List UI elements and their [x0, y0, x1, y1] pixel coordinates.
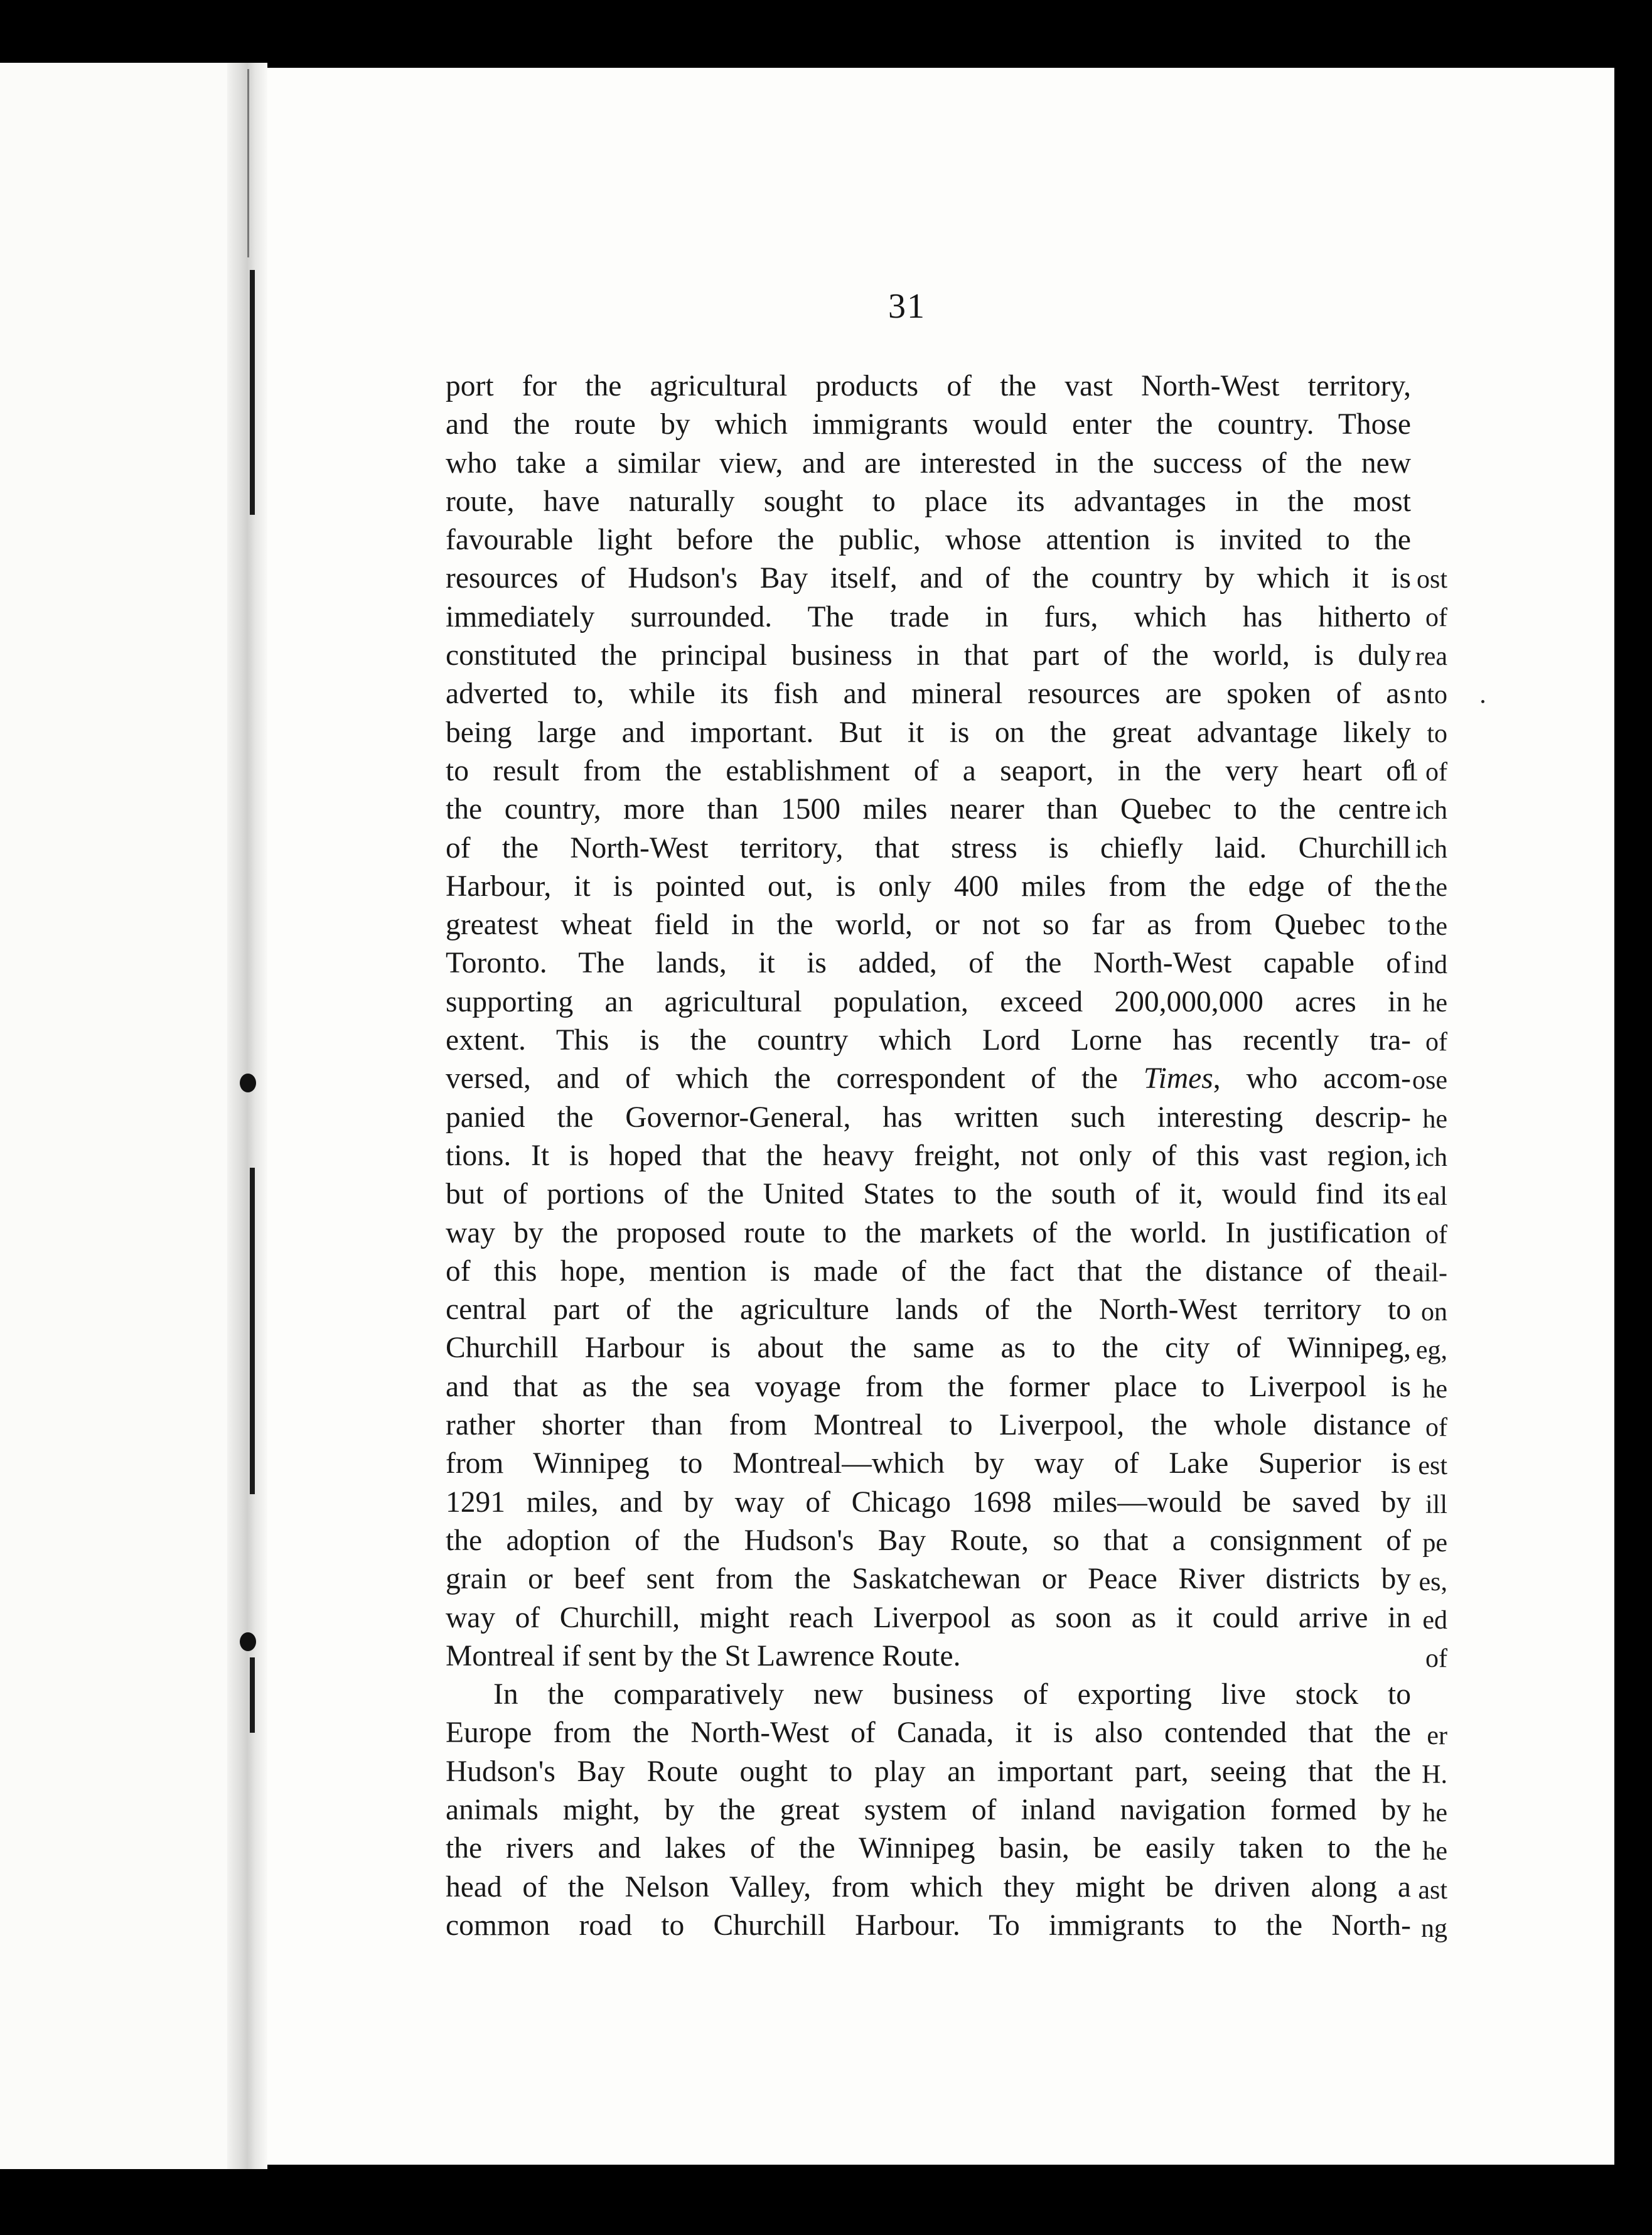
- left-page-fragment: es,: [1419, 1567, 1447, 1597]
- left-page-fragment: of: [1425, 1027, 1447, 1057]
- left-page-fragment: ich: [1415, 834, 1447, 864]
- left-page-fragment: the: [1415, 912, 1447, 941]
- left-page-fragment: ed: [1422, 1605, 1447, 1635]
- left-page-fragment: ind: [1413, 951, 1447, 980]
- text-line: immediately surrounded. The trade in furs, which has hitherto: [446, 600, 1411, 633]
- gutter-binding-line: [250, 1657, 255, 1733]
- left-page-fragment: he: [1422, 1104, 1447, 1134]
- left-page-fragment: the: [1415, 873, 1447, 903]
- text-line: Europe from the North-West of Canada, it is also contended that the: [446, 1716, 1411, 1750]
- left-page-fragment: [1406, 1679, 1448, 1717]
- left-page-fragment: ast: [1418, 1875, 1447, 1905]
- left-page-fragment: rea: [1415, 642, 1447, 671]
- left-page-fragment: he: [1422, 1837, 1447, 1866]
- book-gutter: [227, 63, 267, 2169]
- text-line: adverted to, while its fish and mineral resources are spoken of as: [446, 677, 1411, 711]
- text-line: from Winnipeg to Montreal—which by way of Lake Superior is: [446, 1447, 1411, 1480]
- text-line: resources of Hudson's Bay itself, and of the country by which it is: [446, 562, 1411, 595]
- text-line: extent. This is the country which Lord Lorne has recently tra-: [446, 1024, 1411, 1057]
- text-line: supporting an agricultural population, exceed 200,000,000 acres in: [446, 985, 1411, 1018]
- text-line: versed, and of which the correspondent of the Times, who accom-: [446, 1062, 1411, 1096]
- text-line: Hudson's Bay Route ought to play an important part, seeing that the: [446, 1755, 1411, 1788]
- left-page-fragment: ich: [1415, 1143, 1447, 1173]
- left-page-fragment: pe: [1422, 1529, 1447, 1558]
- text-line: grain or beef sent from the Saskatchewan or Peace River districts by: [446, 1563, 1411, 1596]
- text-line: who take a similar view, and are interested in the success of the new: [446, 446, 1411, 480]
- text-line: being large and important. But it is on the great advantage likely: [446, 716, 1411, 749]
- text-line: route, have naturally sought to place its advantages in the most: [446, 485, 1411, 518]
- text-line: central part of the agriculture lands of the North-West territory to: [446, 1293, 1411, 1327]
- left-page-fragment: of: [1425, 1220, 1447, 1249]
- text-line: constituted the principal business in that part of the world, is duly: [446, 639, 1411, 672]
- left-page-fragment: ng: [1421, 1914, 1447, 1944]
- text-line: Harbour, it is pointed out, is only 400 miles from the edge of the: [446, 870, 1411, 903]
- text-line: the adoption of the Hudson's Bay Route, so that a consignment of: [446, 1524, 1411, 1557]
- left-page-fragment: he: [1422, 989, 1447, 1018]
- left-page-fragment: 1 of: [1405, 758, 1447, 787]
- text-line: Montreal if sent by the St Lawrence Route.: [446, 1639, 961, 1672]
- left-page-fragment: ost: [1416, 565, 1447, 594]
- text-line: common road to Churchill Harbour. To immigrants to the North-: [446, 1909, 1411, 1942]
- left-page-fragment: eg,: [1415, 1336, 1447, 1365]
- text-line: panied the Governor-General, has written such interesting descrip-: [446, 1101, 1411, 1134]
- left-page-fragment: H.: [1422, 1760, 1447, 1789]
- binding-stitch: [240, 1632, 256, 1651]
- text-line: animals might, by the great system of inland navigation formed by: [446, 1793, 1411, 1826]
- left-page-text-fragments: [1406, 561, 1448, 1949]
- left-page-fragment: er: [1427, 1721, 1447, 1751]
- left-page-fragment: he: [1422, 1798, 1447, 1828]
- text-line: tions. It is hoped that the heavy freight, not only of this vast region,: [446, 1139, 1411, 1172]
- text-line: of this hope, mention is made of the fact that the distance of the: [446, 1254, 1411, 1288]
- text-line: of the North-West territory, that stress is chiefly laid. Churchill: [446, 831, 1411, 864]
- gutter-binding-line: [250, 1168, 255, 1494]
- text-line: the country, more than 1500 miles nearer than Quebec to the centre: [446, 793, 1411, 826]
- text-line: the rivers and lakes of the Winnipeg basin, be easily taken to the: [446, 1832, 1411, 1865]
- gutter-binding-line: [250, 270, 255, 515]
- left-page-fragment: nto: [1413, 681, 1447, 710]
- left-page-fragment: ich: [1415, 796, 1447, 826]
- text-line: port for the agricultural products of the vast North-West territory,: [446, 370, 1411, 402]
- body-text: [446, 367, 1411, 1945]
- text-line: and the route by which immigrants would enter the country. Those: [446, 408, 1411, 441]
- left-page-fragment: he: [1422, 1374, 1447, 1404]
- left-page-fragment: est: [1418, 1451, 1447, 1481]
- paragraph: [446, 1676, 1411, 1945]
- text-line: 1291 miles, and by way of Chicago 1698 miles—would be saved by: [446, 1485, 1411, 1519]
- left-page-fragment: of: [1425, 603, 1447, 633]
- text-line: head of the Nelson Valley, from which they might be driven along a: [446, 1870, 1411, 1904]
- left-page-fragment: on: [1421, 1297, 1447, 1327]
- text-line: but of portions of the United States to the south of it, would find its: [446, 1178, 1411, 1211]
- left-page-fragment: ill: [1425, 1490, 1447, 1519]
- left-page-fragment: ose: [1412, 1066, 1447, 1096]
- text-line: to result from the establishment of a seaport, in the very heart of: [446, 754, 1411, 787]
- left-page: [0, 63, 245, 2169]
- left-page-fragment: to: [1427, 719, 1447, 748]
- text-line: way by the proposed route to the markets of the world. In justification: [446, 1216, 1411, 1249]
- text-line: way of Churchill, might reach Liverpool as soon as it could arrive in: [446, 1601, 1411, 1634]
- text-line: favourable light before the public, whose attention is invited to the: [446, 524, 1411, 557]
- gutter-shadow: [247, 69, 249, 257]
- text-line: rather shorter than from Montreal to Liverpool, the whole distance: [446, 1409, 1411, 1442]
- paragraph: [446, 367, 1411, 1676]
- text-line: Toronto. The lands, it is added, of the North-West capable of: [446, 947, 1411, 980]
- left-page-fragment: eal: [1417, 1182, 1447, 1211]
- left-page-fragment: of: [1425, 1413, 1447, 1442]
- scan-speck: [1481, 700, 1484, 703]
- text-line: Churchill Harbour is about the same as to the city of Winnipeg,: [446, 1332, 1411, 1365]
- text-line: and that as the sea voyage from the former place to Liverpool is: [446, 1370, 1411, 1403]
- left-page-fragment: ail-: [1412, 1259, 1447, 1288]
- page-number: 31: [888, 287, 926, 326]
- text-line: In the comparatively new business of exporting live stock to: [493, 1678, 1411, 1711]
- text-line: greatest wheat field in the world, or not so far as from Quebec to: [446, 908, 1411, 942]
- left-page-fragment: of: [1425, 1644, 1447, 1674]
- binding-stitch: [240, 1074, 256, 1092]
